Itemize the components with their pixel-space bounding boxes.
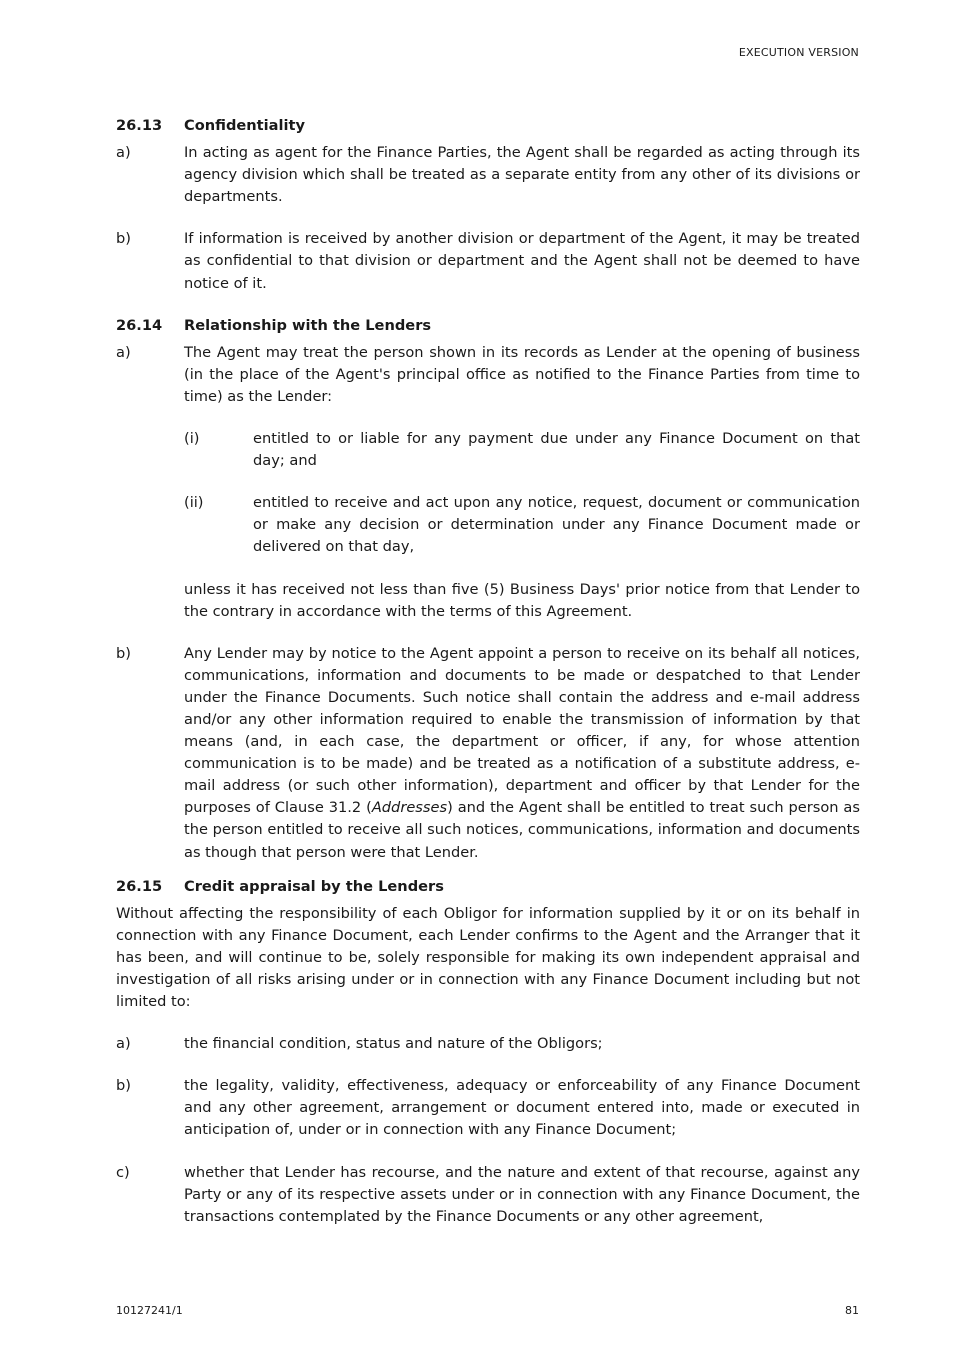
paragraph-26-15-b xyxy=(116,1075,860,1141)
paragraph-text: the financial condition, status and nature of the Obligors; xyxy=(184,1035,603,1053)
paragraph-label: b) xyxy=(116,644,131,662)
running-header: EXECUTION VERSION xyxy=(738,46,859,59)
paragraph-text-part: ) and the Agent shall be entitled to treat such person as the person entitled to receive all such notices, communications, information and documents as though that person were that Lender. xyxy=(184,799,860,861)
page-number: 81 xyxy=(845,1304,859,1317)
paragraph-26-15-a xyxy=(116,1033,860,1055)
paragraph-label: a) xyxy=(116,1035,131,1053)
clause-number: 26.13 xyxy=(116,117,163,134)
subparagraph-text: entitled to or liable for any payment due under any Finance Document on that day; and xyxy=(253,430,860,470)
paragraph-text: whether that Lender has recourse, and the nature and extent of that recourse, against any Party or any of its respective assets under or in connection with any Finance Document, the transactions contemplated by the Finance Documents or any other agreement, xyxy=(184,1163,860,1225)
clause-heading-26-14 xyxy=(116,315,860,337)
paragraph-text: If information is received by another division or department of the Agent, it may be treated as confidential to that division or department and the Agent shall not be deemed to have notice of it. xyxy=(184,230,860,292)
subparagraph-label: (ii) xyxy=(184,494,204,512)
clause-title: Confidentiality xyxy=(184,117,305,134)
paragraph-text: In acting as agent for the Finance Parties, the Agent shall be regarded as acting through its agency division which shall be treated as a separate entity from any other of its divisions or departments. xyxy=(184,144,860,206)
clause-number: 26.14 xyxy=(116,316,163,334)
paragraph-26-14-a xyxy=(116,342,860,408)
subparagraph-text: entitled to receive and act upon any notice, request, document or communication or make any decision or determination under any Finance Document made or delivered on that day, xyxy=(253,494,860,556)
paragraph-text xyxy=(184,643,860,864)
clause-number: 26.15 xyxy=(116,877,163,895)
subparagraph-26-14-a-ii xyxy=(184,492,860,558)
paragraph-continuation: unless it has received not less than five (5) Business Days' prior notice from that Lender to the contrary in accordance with the terms of this Agreement. xyxy=(184,580,860,620)
paragraph-label: c) xyxy=(116,1163,130,1181)
paragraph-label: b) xyxy=(116,230,131,248)
clause-title: Relationship with the Lenders xyxy=(184,316,432,334)
paragraph-26-15-c xyxy=(116,1162,860,1228)
paragraph-label: a) xyxy=(116,343,131,361)
paragraph-26-14-b xyxy=(116,643,860,864)
document-reference: 10127241/1 xyxy=(116,1304,183,1317)
subparagraph-label: (i) xyxy=(184,430,200,448)
paragraph-label: b) xyxy=(116,1077,131,1095)
paragraph-26-13-b xyxy=(116,228,860,294)
body-text xyxy=(116,115,860,1248)
clause-intro: Without affecting the responsibility of each Obligor for information supplied by it or on its behalf in connection with any Finance Document, each Lender confirms to the Agent and the Arranger that it has been, and will continue to be, solely responsible for making its own independent appraisal and investigation of all risks arising under or in connection with any Finance Document including but not limited to: xyxy=(116,904,860,1011)
paragraph-text: The Agent may treat the person shown in its records as Lender at the opening of business (in the place of the Agent's principal office as notified to the Finance Parties from time to time) as the Lender: xyxy=(184,343,860,405)
subparagraph-26-14-a-i xyxy=(184,428,860,472)
paragraph-label: a) xyxy=(116,144,131,162)
paragraph-26-13-a xyxy=(116,142,860,208)
clause-heading-26-13 xyxy=(116,115,860,137)
paragraph-text: the legality, validity, effectiveness, adequacy or enforceability of any Finance Document and any other agreement, arrangement or document entered into, made or executed in anticipation of, under or in connection with any Finance Document; xyxy=(184,1077,860,1139)
paragraph-text-part: Any Lender may by notice to the Agent appoint a person to receive on its behalf all notices, communications, information and documents to be made or despatched to that Lender under the Finance Documents. Such notice shall contain the address and e-mail address and/or any other information required to enable the transmission of information by that means (and, in each case, the department or officer, if any, for whose attention communication is to be made) and be treated as a notification of a substitute address, e-mail address (or such other information), department and officer by that Lender for the purposes of Clause 31.2 ( xyxy=(184,644,860,817)
clause-title: Credit appraisal by the Lenders xyxy=(184,877,444,895)
clause-heading-26-15 xyxy=(116,876,860,898)
clause-reference-title: Addresses xyxy=(371,799,448,817)
